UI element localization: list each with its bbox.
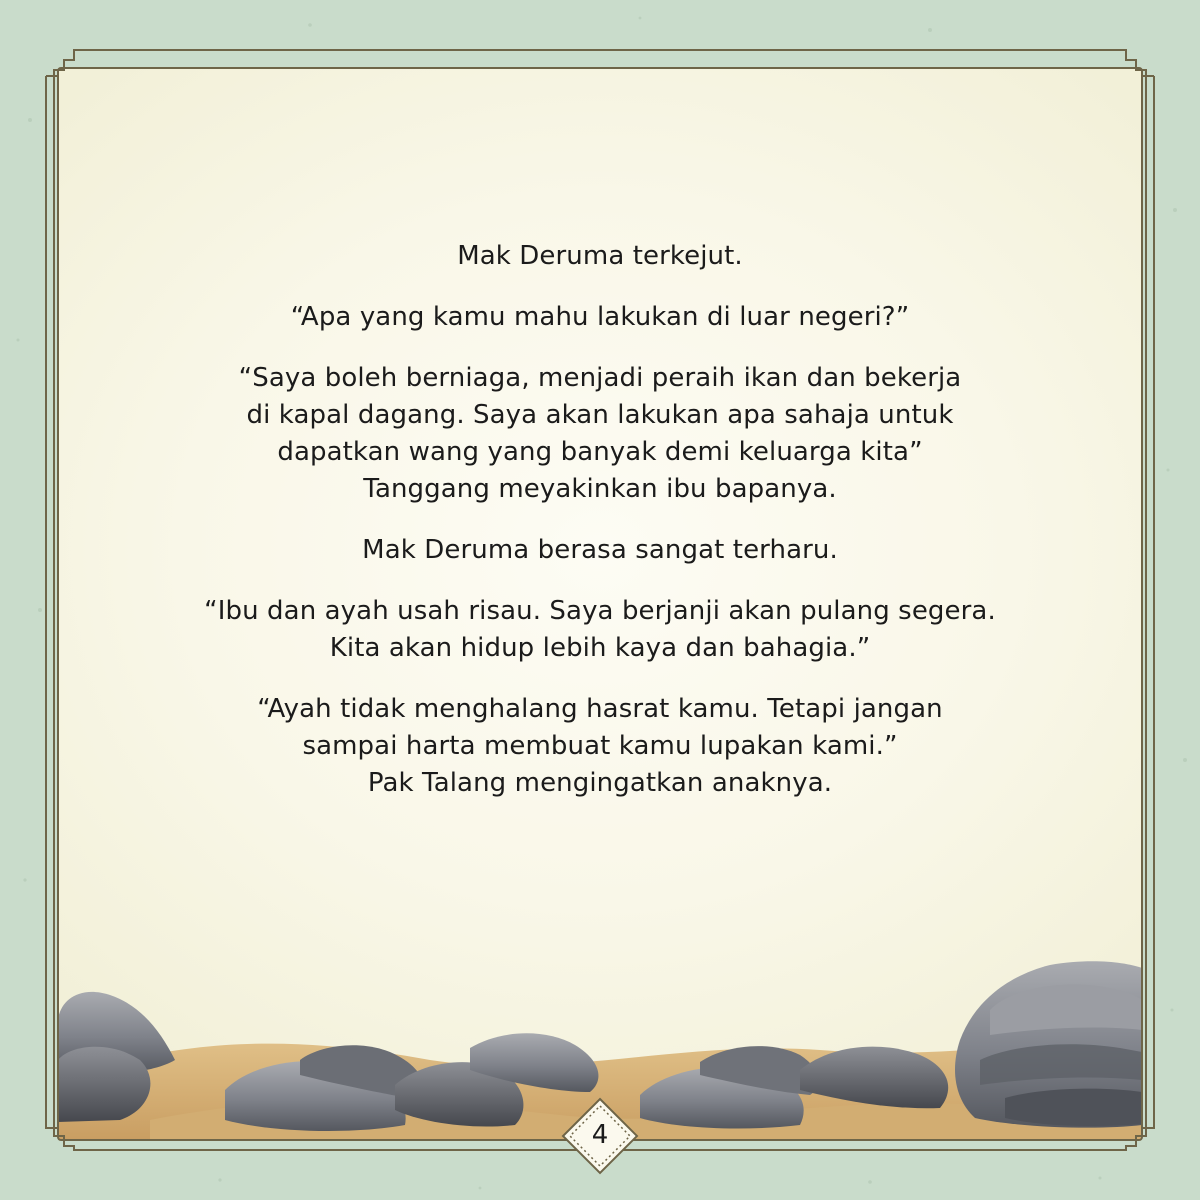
text-line: di kapal dagang. Saya akan lakukan apa sahaja untuk [246,400,954,430]
text-line: “Saya boleh berniaga, menjadi peraih ikan dan bekerja [238,363,962,393]
boulder [1005,1089,1142,1126]
text-line: Mak Deruma berasa sangat terharu. [362,535,838,565]
paragraph [150,299,1050,336]
boulder [58,1047,150,1122]
story-text [150,238,1050,826]
text-line: “Apa yang kamu mahu lakukan di luar negeri?” [290,302,910,332]
text-line: sampai harta membuat kamu lupakan kami.” [302,731,898,761]
paragraph [150,238,1050,275]
text-line: “Ayah tidak menghalang hasrat kamu. Tetapi jangan [257,694,943,724]
paragraph [150,532,1050,569]
paragraph [150,360,1050,508]
page-number: 4 [591,1120,609,1150]
paragraph [150,691,1050,802]
paragraph [150,593,1050,667]
text-line: “Ibu dan ayah usah risau. Saya berjanji akan pulang segera. [204,596,996,626]
text-line: Tanggang meyakinkan ibu bapanya. [363,474,837,504]
text-line: dapatkan wang yang banyak demi keluarga kita” [277,437,923,467]
text-line: Pak Talang mengingatkan anaknya. [367,768,833,798]
text-line: Kita akan hidup lebih kaya dan bahagia.” [329,633,871,663]
text-line: Mak Deruma terkejut. [457,241,743,271]
